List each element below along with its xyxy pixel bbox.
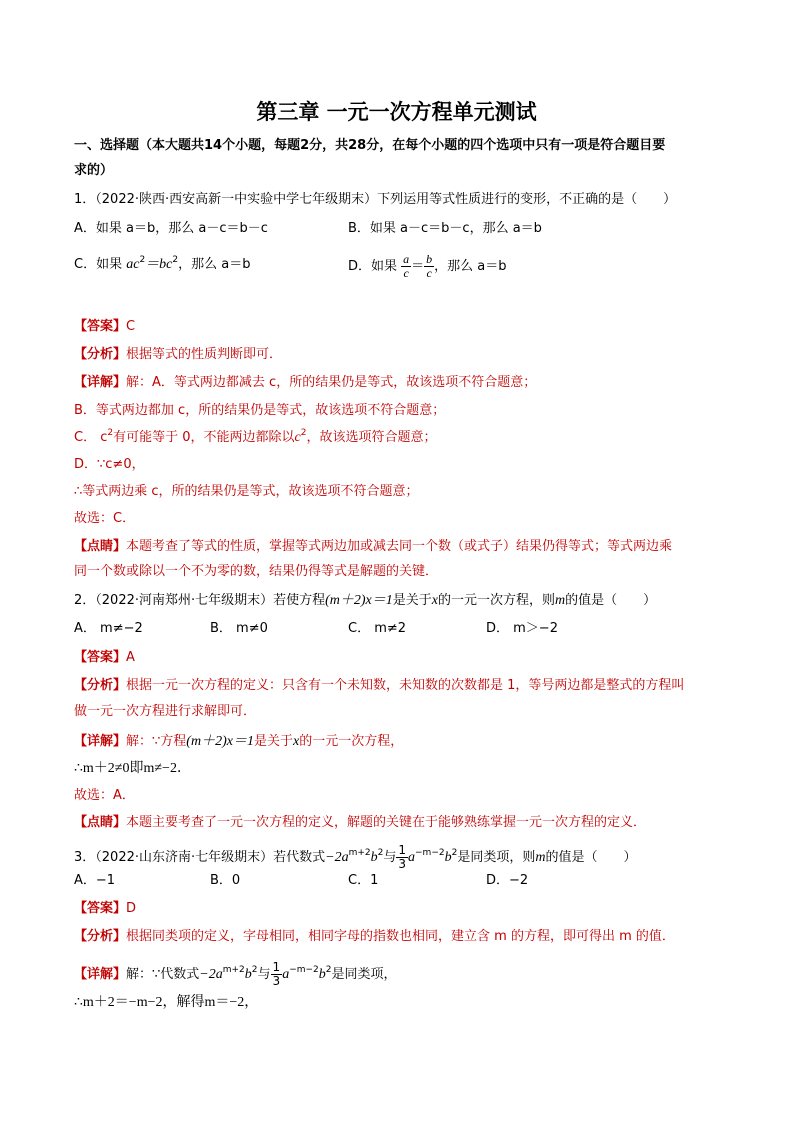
fraction-numerator: a: [403, 252, 410, 266]
detail-text: C． c: [74, 430, 108, 445]
answer-value: A: [126, 650, 135, 665]
q1-option-d-suffix: ，那么 a＝b: [434, 259, 507, 274]
detail-text: 是同类项，: [331, 967, 397, 982]
q1-option-c-rhs: ＝bc: [145, 257, 173, 272]
stem-text: 是关于: [392, 593, 432, 608]
detail-text: 解：A．等式两边都减去 c，所的结果仍是等式，故该选项不符合题意；: [126, 375, 537, 390]
answer-value: C: [126, 319, 136, 334]
q2-detail-line-3: 故选：A．: [74, 788, 135, 803]
detail-text: ，故该选项符合题意；: [306, 430, 437, 445]
comment-tag: 【点睛】: [74, 815, 127, 830]
analysis-tag: 【分析】: [74, 347, 127, 362]
exponent: −m−2: [289, 965, 319, 975]
q2-option-a: A． m≠−2: [74, 621, 143, 636]
math-term: b: [370, 850, 378, 865]
q1-detail-line-3: [74, 428, 436, 448]
q1-option-d-prefix: D．如果: [348, 259, 402, 274]
exponent: 2: [377, 848, 384, 858]
q1-option-d-fraction-1: [401, 253, 411, 280]
math-term: a: [282, 967, 290, 982]
q3-option-b: B．0: [210, 873, 241, 888]
exponent: −m−2: [415, 848, 445, 858]
math-term: a: [408, 850, 416, 865]
q3-option-a: A．−1: [74, 873, 116, 888]
answer-tag: 【答案】: [74, 901, 127, 916]
exponent: 2: [300, 428, 307, 438]
detail-text: 与: [257, 967, 271, 982]
q3-detail-line-2: ∴m＋2＝−m−2，解得m＝−2，: [74, 995, 259, 1010]
q3-option-c: C．1: [348, 873, 379, 888]
q1-detail-line-2: B．等式两边都加 c，所的结果仍是等式，故该选项不符合题意；: [74, 403, 446, 418]
detail-text: 解：∵方程: [126, 734, 187, 749]
fraction-denominator: c: [403, 266, 409, 280]
math-term: b: [244, 967, 252, 982]
section-heading-cont: 求的）: [74, 163, 114, 178]
q1-comment: [74, 537, 672, 557]
math-term: m: [535, 850, 546, 865]
fraction: [271, 961, 283, 988]
q1-option-d-eq: ＝: [411, 259, 425, 274]
detail-text: 解：∵代数式: [126, 967, 200, 982]
exponent: 2: [107, 428, 114, 438]
q3-analysis: [74, 927, 675, 947]
answer-tag: 【答案】: [74, 319, 127, 334]
fraction-numerator: 1: [272, 960, 281, 974]
q2-stem: [74, 591, 656, 611]
exponent: m+2: [222, 965, 245, 975]
comment-text: 本题考查了等式的性质，掌握等式两边加或减去同一个数（或式子）结果仍得等式；等式两边乘: [126, 539, 673, 554]
q1-stem: 1．（2022·陕西·西安高新一中实验中学七年级期末）下列运用等式性质进行的变形，不正确的是（ ）: [74, 192, 677, 207]
q1-option-c-exp2: 2: [172, 255, 179, 265]
fraction-numerator: b: [426, 252, 433, 266]
q3-answer: [74, 899, 136, 919]
exponent: 2: [451, 848, 458, 858]
fraction-numerator: 1: [398, 843, 407, 857]
q1-option-c-suffix: ，那么 a＝b: [178, 257, 251, 272]
stem-text: 与: [383, 850, 397, 865]
analysis-text: 根据等式的性质判断即可．: [126, 347, 283, 362]
q2-option-c: C． m≠2: [348, 621, 407, 636]
detail-tag: 【详解】: [74, 734, 127, 749]
fraction: [396, 844, 408, 871]
q3-detail: [74, 961, 397, 988]
q2-option-b: B． m≠0: [210, 621, 268, 636]
q2-detail-line-2: ∴m＋2≠0即m≠−2．: [74, 761, 191, 776]
q2-comment: [74, 813, 646, 833]
q1-option-a: A．如果 a＝b，那么 a－c＝b－c: [74, 221, 268, 236]
math-term: m: [555, 593, 566, 608]
fraction-denominator: c: [426, 266, 432, 280]
fraction-denominator: 3: [398, 857, 407, 871]
stem-text: 3．（2022·山东济南·七年级期末）若代数式: [74, 850, 326, 865]
analysis-text: 根据同类项的定义，字母相同，相同字母的指数也相同，建立含 m 的方程，即可得出 m 的值．: [126, 929, 675, 944]
page-title: 第三章 一元一次方程单元测试: [256, 99, 537, 124]
q2-analysis: [74, 676, 684, 696]
stem-text: 2．（2022·河南郑州·七年级期末）若使方程: [74, 593, 326, 608]
detail-text: 是关于: [253, 734, 293, 749]
stem-text: 的值是（ ）: [545, 850, 637, 865]
math-term: b: [318, 967, 326, 982]
math-term: b: [444, 850, 452, 865]
q1-option-c-prefix: C．如果: [74, 257, 127, 272]
stem-text: 的值是（ ）: [565, 593, 657, 608]
q2-detail: [74, 732, 403, 752]
q1-option-d-fraction-2: [424, 253, 434, 280]
q3-stem: [74, 844, 636, 871]
answer-value: D: [126, 901, 137, 916]
math-term: c: [294, 430, 301, 445]
detail-tag: 【详解】: [74, 967, 127, 982]
comment-tag: 【点睛】: [74, 539, 127, 554]
q1-option-c-exp: 2: [139, 255, 146, 265]
q1-detail-line-6: 故选：C．: [74, 511, 136, 526]
math-term: −2a: [199, 967, 223, 982]
detail-tag: 【详解】: [74, 375, 127, 390]
analysis-tag: 【分析】: [74, 678, 127, 693]
q2-analysis-line-2: 做一元一次方程进行求解即可．: [74, 704, 257, 719]
q1-option-c-term: ac: [126, 257, 140, 272]
q1-detail: [74, 373, 536, 393]
math-term: x: [431, 593, 439, 608]
stem-text: 是同类项，则: [457, 850, 536, 865]
analysis-tag: 【分析】: [74, 929, 127, 944]
detail-text: 有可能等于 0，不能两边都除以: [113, 430, 295, 445]
q3-option-d: D．−2: [486, 873, 529, 888]
equation: (m＋2)x＝1: [186, 734, 254, 749]
section-heading: 一、选择题（本大题共14个小题，每题2分，共28分，在每个小题的四个选项中只有一项是符合题目要: [74, 138, 666, 153]
q2-answer: [74, 648, 135, 668]
math-term: −2a: [325, 850, 349, 865]
analysis-text: 根据一元一次方程的定义：只含有一个未知数，未知数的次数都是 1，等号两边都是整式的方程叫: [126, 678, 685, 693]
q1-option-c: [74, 255, 250, 275]
comment-text: 本题主要考查了一元一次方程的定义，解题的关键在于能够熟练掌握一元一次方程的定义．: [126, 815, 647, 830]
answer-tag: 【答案】: [74, 650, 127, 665]
q2-option-d: D． m＞−2: [486, 621, 558, 636]
math-term: x: [292, 734, 300, 749]
q1-comment-line-2: 同一个数或除以一个不为零的数，结果仍得等式是解题的关键．: [74, 564, 439, 579]
fraction-denominator: 3: [272, 974, 281, 988]
stem-text: 的一元一次方程，则: [438, 593, 556, 608]
q1-answer: [74, 317, 135, 337]
q1-option-b: B．如果 a－c＝b－c，那么 a＝b: [348, 221, 542, 236]
equation: (m＋2)x＝1: [325, 593, 393, 608]
q1-detail-line-5: ∴等式两边乘 c，所的结果仍是等式，故该选项不符合题意；: [74, 484, 419, 499]
q1-analysis: [74, 345, 282, 365]
q1-option-d: [348, 253, 507, 280]
exponent: 2: [325, 965, 332, 975]
detail-text: 的一元一次方程，: [299, 734, 404, 749]
q1-detail-line-4: D．∵c≠0，: [74, 457, 145, 472]
exponent: m+2: [348, 848, 371, 858]
exponent: 2: [251, 965, 258, 975]
